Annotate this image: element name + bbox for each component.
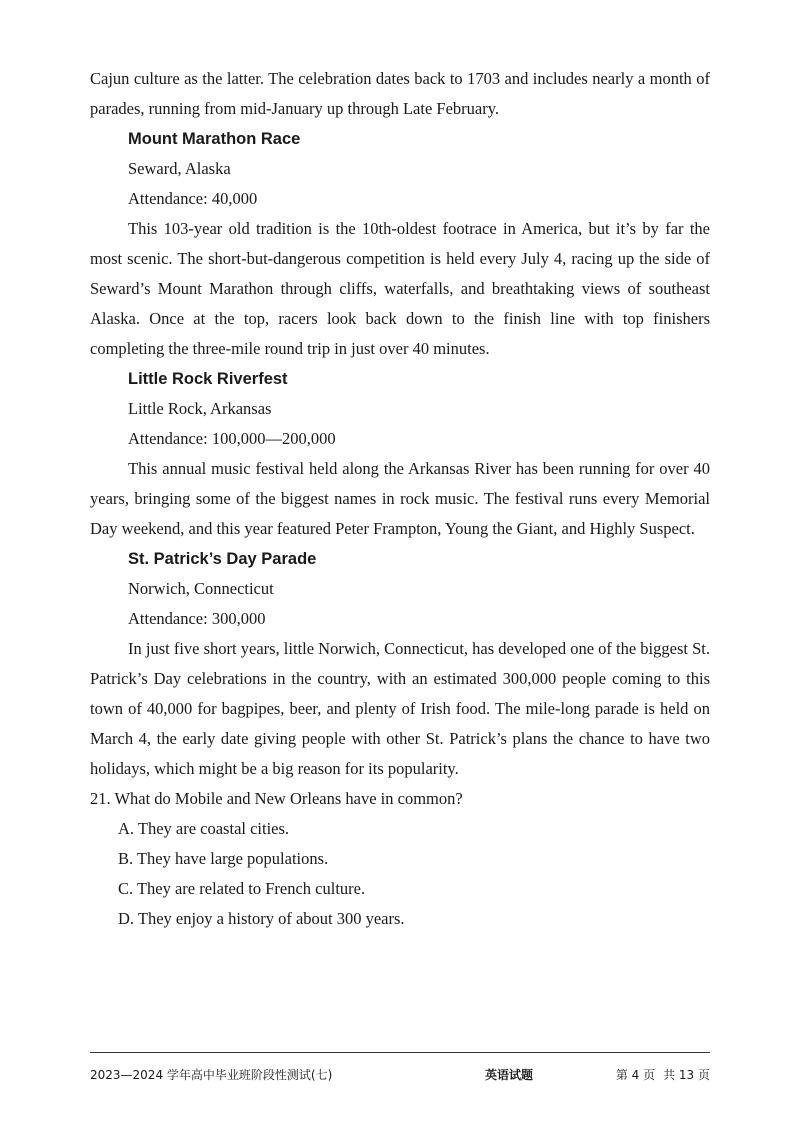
exam-title: 2023—2024 学年高中毕业班阶段性测试(七)	[90, 1068, 333, 1082]
option-b: B. They have large populations.	[118, 849, 329, 868]
question-21	[90, 784, 710, 934]
event-location: Seward, Alaska	[128, 159, 231, 178]
event-mount-marathon	[90, 124, 710, 364]
event-description: This annual music festival held along the Arkansas River has been running for over 40 years, bringing some of the biggest names in rock music. The festival runs every Memorial Day weekend, and this year featured Peter Frampton, Young the Giant, and Highly Suspect.	[90, 459, 710, 538]
event-description: In just five short years, little Norwich, Connecticut, has developed one of the biggest St. Patrick’s Day celebrations in the country, with an estimated 300,000 people coming to this town of 40,000 for bagpipes, beer, and plenty of Irish food. The mile-long parade is held on March 4, the early date giving people with other St. Patrick’s plans the chance to have two holidays, which might be a big reason for its popularity.	[90, 639, 710, 778]
option-d: D. They enjoy a history of about 300 years.	[118, 909, 405, 928]
event-attendance: Attendance: 40,000	[128, 189, 258, 208]
option-a: A. They are coastal cities.	[118, 819, 290, 838]
current-page: 第 4 页	[615, 1068, 656, 1082]
intro-paragraph: Cajun culture as the latter. The celebration dates back to 1703 and includes nearly a month of parades, running from mid-January up through Late February.	[90, 69, 710, 118]
question-text: 21. What do Mobile and New Orleans have in common?	[90, 789, 463, 808]
event-st-patricks-parade	[90, 544, 710, 784]
event-attendance: Attendance: 300,000	[128, 609, 266, 628]
event-title: Mount Marathon Race	[128, 130, 301, 148]
total-pages: 共 13 页	[663, 1068, 710, 1082]
event-title: St. Patrick’s Day Parade	[128, 550, 317, 568]
page-footer	[90, 1066, 710, 1083]
event-little-rock-riverfest	[90, 364, 710, 544]
event-attendance: Attendance: 100,000—200,000	[128, 429, 336, 448]
event-location: Norwich, Connecticut	[128, 579, 274, 598]
option-c: C. They are related to French culture.	[118, 879, 366, 898]
event-description: This 103-year old tradition is the 10th-oldest footrace in America, but it’s by far the most scenic. The short-but-dangerous competition is held every July 4, racing up the side of Seward’s Mount Marathon through cliffs, waterfalls, and breathtaking views of southeast Alaska. Once at the top, racers look back down to the finish line with top finishers completing the three-mile round trip in just over 40 minutes.	[90, 219, 710, 358]
subject-label: 英语试题	[485, 1068, 534, 1082]
event-title: Little Rock Riverfest	[128, 370, 288, 388]
event-location: Little Rock, Arkansas	[128, 399, 272, 418]
reading-passage	[90, 64, 710, 934]
page-number	[616, 1066, 710, 1083]
footer-divider	[90, 1052, 710, 1053]
